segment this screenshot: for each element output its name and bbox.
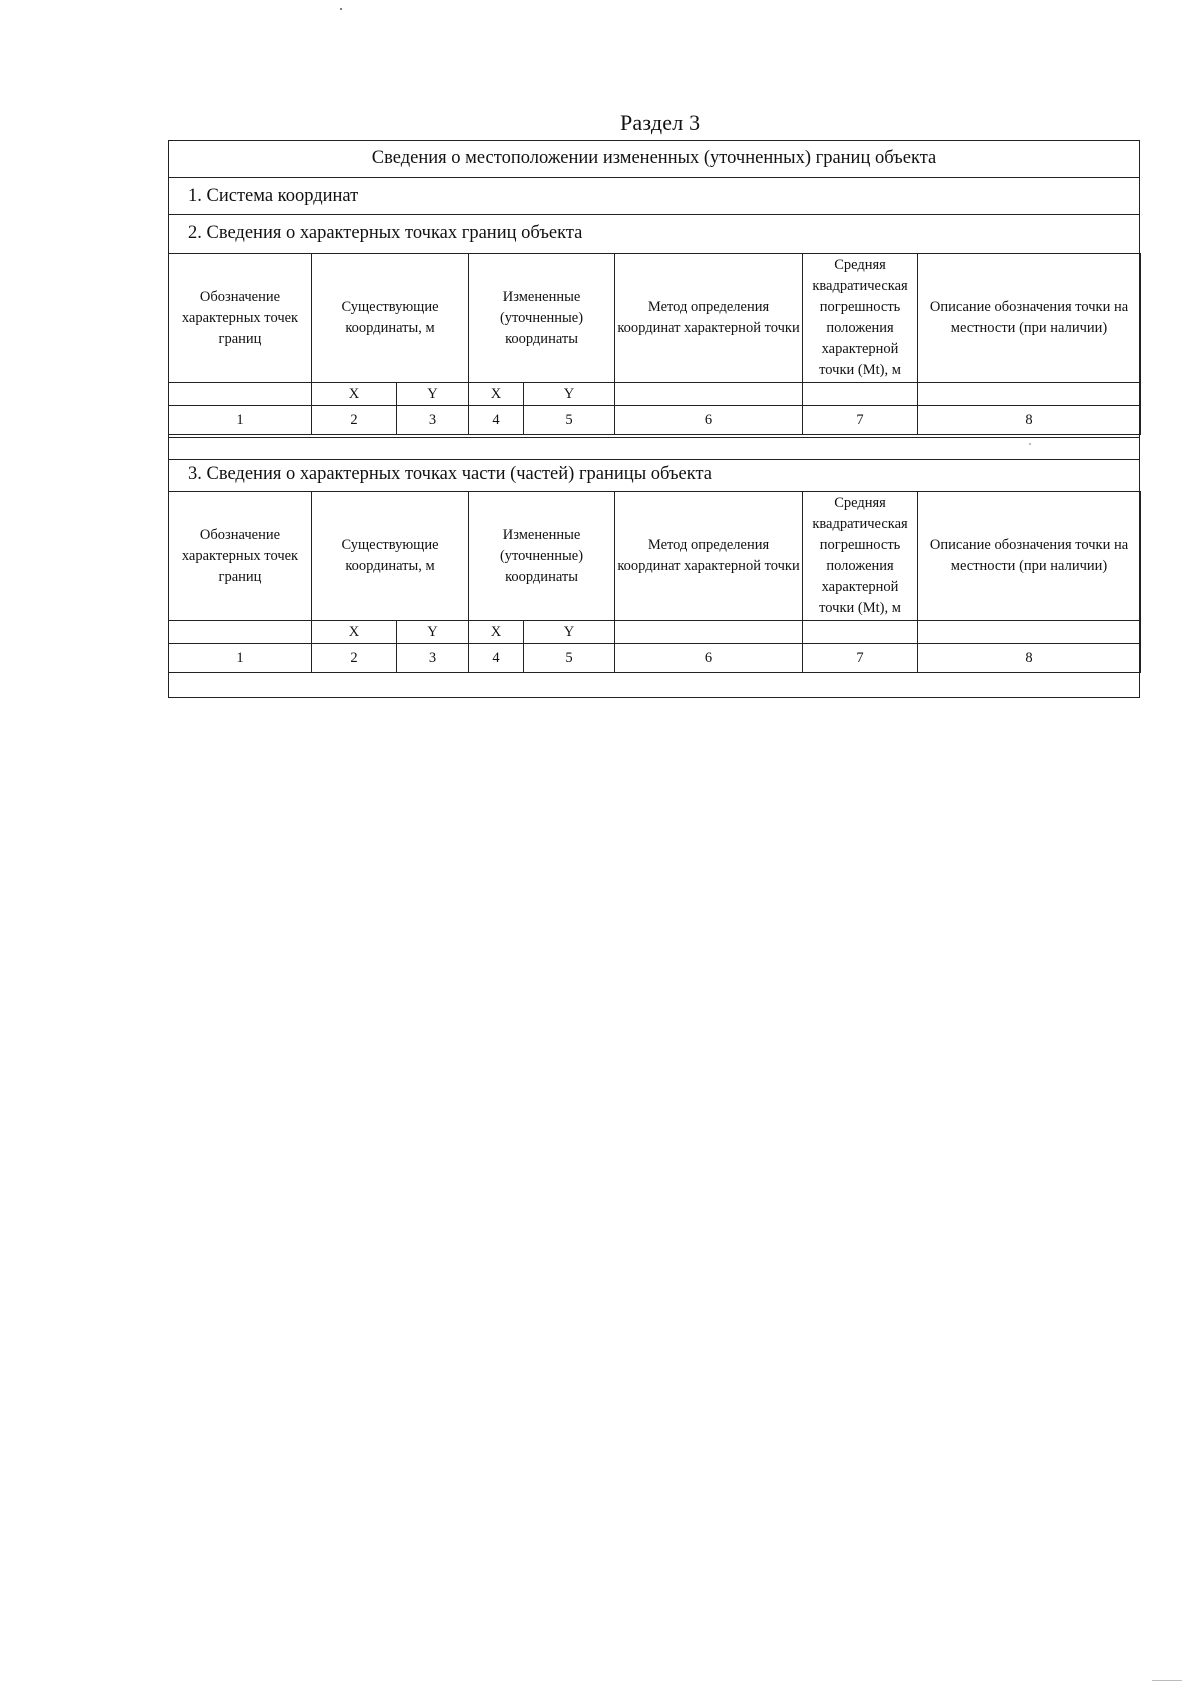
header-existing-coords: Существующие координаты, м (312, 492, 469, 621)
empty-cell (918, 621, 1141, 644)
column-number: 7 (803, 406, 918, 435)
table-subheader-row (169, 383, 1141, 406)
column-number: 3 (397, 406, 469, 435)
header-method: Метод определения координат характерной точки (615, 492, 803, 621)
header-description: Описание обозначения точки на местности (при наличии) (918, 254, 1141, 383)
header-designation: Обозначение характерных точек границ (169, 492, 312, 621)
header-changed-coords: Измененные (уточненные) координаты (469, 492, 615, 621)
parts-heading: 3. Сведения о характерных точках части (частей) границы объекта (188, 464, 713, 484)
subheader-x-changed: X (469, 383, 524, 406)
header-existing-coords: Существующие координаты, м (312, 254, 469, 383)
empty-cell (169, 383, 312, 406)
column-number: 8 (918, 406, 1141, 435)
subheader-x-existing: X (312, 621, 397, 644)
header-error: Средняя квадратическая погрешность положения характерной точки (Mt), м (803, 492, 918, 621)
table-header-row (169, 492, 1141, 621)
header-method: Метод определения координат характерной точки (615, 254, 803, 383)
empty-cell (615, 383, 803, 406)
table-subheader-row (169, 621, 1141, 644)
main-heading-row (168, 140, 1140, 178)
table-header-row (169, 254, 1141, 383)
column-number: 4 (469, 406, 524, 435)
empty-cell (169, 621, 312, 644)
header-changed-coords: Измененные (уточненные) координаты (469, 254, 615, 383)
subheader-x-changed: X (469, 621, 524, 644)
points-heading: 2. Сведения о характерных точках границ объекта (188, 223, 583, 243)
table-number-row (169, 644, 1141, 673)
column-number: 5 (524, 406, 615, 435)
subheader-y-changed: Y (524, 383, 615, 406)
empty-cell (615, 621, 803, 644)
column-number: 1 (169, 644, 312, 673)
main-heading: Сведения о местоположении измененных (уточненных) границ объекта (371, 148, 937, 168)
column-number: 5 (524, 644, 615, 673)
column-number: 6 (615, 406, 803, 435)
coord-system-row (168, 178, 1140, 215)
subheader-x-existing: X (312, 383, 397, 406)
parts-heading-row (168, 459, 1140, 492)
empty-cell (918, 383, 1141, 406)
table-number-row (169, 406, 1141, 435)
points-table (168, 253, 1141, 435)
section-title: Раздел 3 (620, 110, 701, 135)
empty-cell (803, 383, 918, 406)
column-number: 3 (397, 644, 469, 673)
subheader-y-existing: Y (397, 621, 469, 644)
column-number: 1 (169, 406, 312, 435)
column-number: 2 (312, 406, 397, 435)
column-number: 8 (918, 644, 1141, 673)
divider-line (168, 437, 1140, 438)
column-number: 2 (312, 644, 397, 673)
scan-speck (340, 8, 342, 10)
parts-table (168, 491, 1141, 673)
column-number: 4 (469, 644, 524, 673)
column-number: 7 (803, 644, 918, 673)
header-designation: Обозначение характерных точек границ (169, 254, 312, 383)
header-error: Средняя квадратическая погрешность положения характерной точки (Mt), м (803, 254, 918, 383)
empty-cell (803, 621, 918, 644)
subheader-y-existing: Y (397, 383, 469, 406)
header-description: Описание обозначения точки на местности (при наличии) (918, 492, 1141, 621)
scan-speck (1152, 1680, 1182, 1681)
column-number: 6 (615, 644, 803, 673)
coord-system-label: 1. Система координат (188, 186, 359, 206)
points-heading-row (168, 215, 1140, 252)
subheader-y-changed: Y (524, 621, 615, 644)
